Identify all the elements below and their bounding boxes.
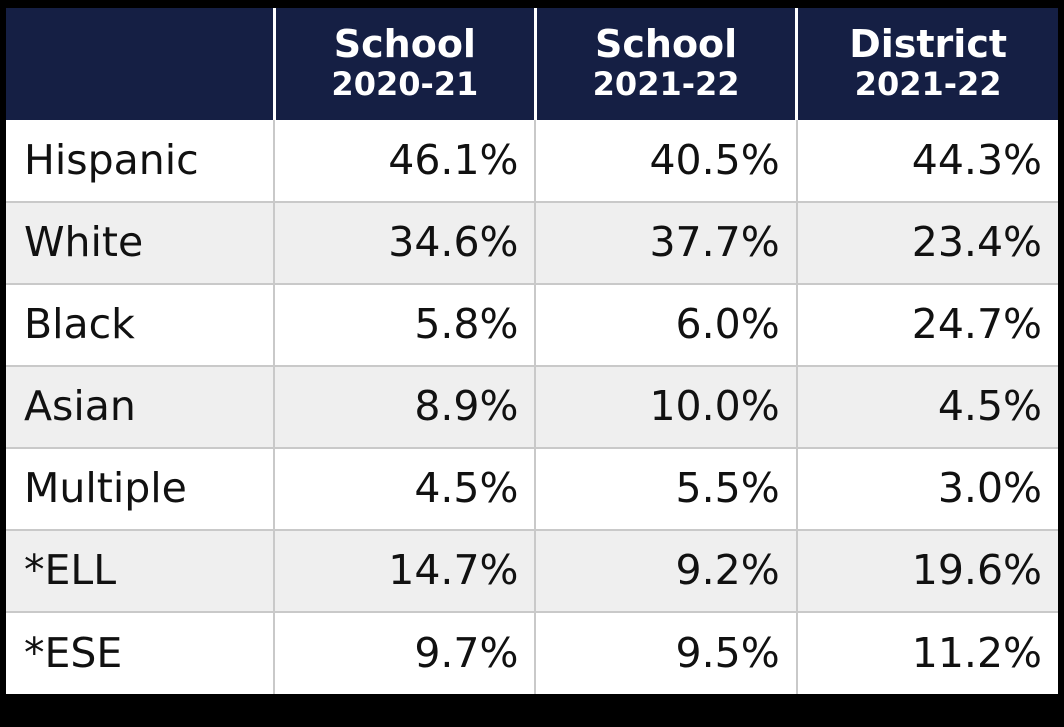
row-label-ese: *ESE: [6, 612, 274, 694]
cell-white-district-2021-22: 23.4%: [797, 202, 1058, 284]
cell-multiple-school-2020-21: 4.5%: [274, 448, 535, 530]
cell-hispanic-district-2021-22: 44.3%: [797, 120, 1058, 202]
cell-asian-school-2020-21: 8.9%: [274, 366, 535, 448]
table-row: [6, 366, 1058, 448]
cell-ell-district-2021-22: 19.6%: [797, 530, 1058, 612]
table-row: [6, 284, 1058, 366]
header-school-2020-21-line1: School: [333, 22, 476, 67]
cell-asian-district-2021-22: 4.5%: [797, 366, 1058, 448]
cell-white-school-2020-21: 34.6%: [274, 202, 535, 284]
header-row: [6, 8, 1058, 120]
row-label-asian: Asian: [6, 366, 274, 448]
row-label-white: White: [6, 202, 274, 284]
header-district-2021-22: [797, 8, 1058, 120]
cell-ese-school-2021-22: 9.5%: [535, 612, 796, 694]
header-corner-cell: [6, 8, 274, 120]
cell-asian-school-2021-22: 10.0%: [535, 366, 796, 448]
table-row: [6, 530, 1058, 612]
header-school-2020-21: [274, 8, 535, 120]
cell-hispanic-school-2021-22: 40.5%: [535, 120, 796, 202]
header-school-2021-22-line1: School: [595, 22, 738, 67]
cell-ese-district-2021-22: 11.2%: [797, 612, 1058, 694]
header-school-2021-22-line2: 2021-22: [592, 65, 740, 104]
student-demographics-table: [6, 8, 1058, 694]
cell-black-district-2021-22: 24.7%: [797, 284, 1058, 366]
row-label-black: Black: [6, 284, 274, 366]
header-district-2021-22-line2: 2021-22: [854, 65, 1002, 104]
table-row: [6, 448, 1058, 530]
cell-white-school-2021-22: 37.7%: [535, 202, 796, 284]
cell-ese-school-2020-21: 9.7%: [274, 612, 535, 694]
cell-ell-school-2020-21: 14.7%: [274, 530, 535, 612]
row-label-ell: *ELL: [6, 530, 274, 612]
table-row: [6, 612, 1058, 694]
table-row: [6, 120, 1058, 202]
header-district-2021-22-line1: District: [849, 22, 1008, 67]
row-label-hispanic: Hispanic: [6, 120, 274, 202]
cell-multiple-school-2021-22: 5.5%: [535, 448, 796, 530]
cell-multiple-district-2021-22: 3.0%: [797, 448, 1058, 530]
cell-black-school-2021-22: 6.0%: [535, 284, 796, 366]
table-body: [6, 120, 1058, 694]
header-school-2020-21-line2: 2020-21: [331, 65, 479, 104]
cell-ell-school-2021-22: 9.2%: [535, 530, 796, 612]
row-label-multiple: Multiple: [6, 448, 274, 530]
table-row: [6, 202, 1058, 284]
table-header: [6, 8, 1058, 120]
cell-black-school-2020-21: 5.8%: [274, 284, 535, 366]
header-school-2021-22: [535, 8, 796, 120]
cell-hispanic-school-2020-21: 46.1%: [274, 120, 535, 202]
